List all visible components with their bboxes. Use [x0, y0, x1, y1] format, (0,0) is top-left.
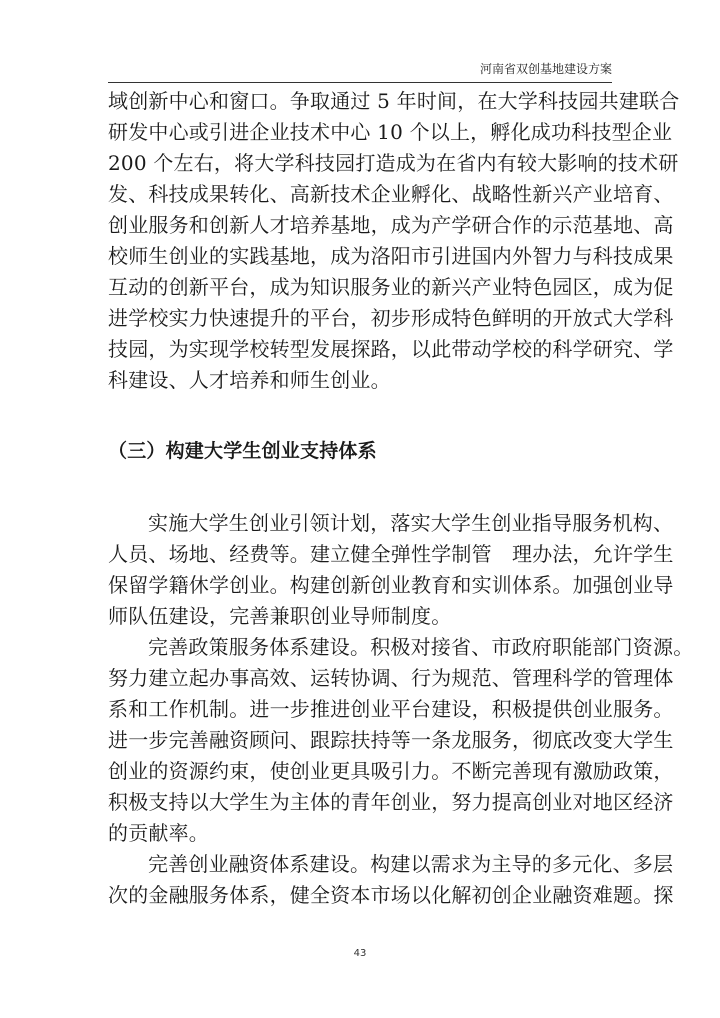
text-line: 系和工作机制。进一步推进创业平台建设，积极提供创业服务。	[108, 697, 674, 721]
text-line: 校师生创业的实践基地，成为洛阳市引进国内外智力与科技成果	[108, 244, 674, 268]
text-line: 创业服务和创新人才培养基地，成为产学研合作的示范基地、高	[108, 213, 674, 237]
text-line: 积极支持以大学生为主体的青年创业，努力提高创业对地区经济	[108, 790, 674, 814]
text-line: 师队伍建设，完善兼职创业导师制度。	[108, 604, 452, 628]
text-line: 的贡献率。	[108, 821, 209, 845]
text-line: 互动的创新平台，成为知识服务业的新兴产业特色园区，成为促	[108, 275, 674, 299]
text-line: 完善创业融资体系建设。构建以需求为主导的多元化、多层	[148, 852, 674, 876]
text-line: 人员、场地、经费等。建立健全弹性学制管 理办法，允许学生	[108, 542, 674, 566]
header-title: 河南省双创基地建设方案	[479, 62, 612, 76]
text-line: 保留学籍休学创业。构建创新创业教育和实训体系。加强创业导	[108, 573, 674, 597]
section-heading: （三）构建大学生创业支持体系	[108, 440, 377, 462]
text-line: 完善政策服务体系建设。积极对接省、市政府职能部门资源。	[148, 635, 694, 659]
text-line: 努力建立起办事高效、运转协调、行为规范、管理科学的管理体	[108, 666, 674, 690]
text-line: 实施大学生创业引领计划，落实大学生创业指导服务机构、	[148, 511, 674, 535]
text-line: 次的金融服务体系，健全资本市场以化解初创企业融资难题。探	[108, 883, 674, 907]
text-line: 200 个左右，将大学科技园打造成为在省内有较大影响的技术研	[108, 151, 679, 175]
page-number: 43	[353, 948, 367, 959]
text-line: 发、科技成果转化、高新技术企业孵化、战略性新兴产业培育、	[108, 182, 674, 206]
text-line: 创业的资源约束，使创业更具吸引力。不断完善现有激励政策，	[108, 759, 674, 783]
running-header	[108, 60, 612, 83]
text-line: 科建设、人才培养和师生创业。	[108, 368, 391, 392]
text-line: 域创新中心和窗口。争取通过 5 年时间，在大学科技园共建联合	[108, 89, 680, 113]
text-line: 技园，为实现学校转型发展探路，以此带动学校的科学研究、学	[108, 337, 674, 361]
text-line: 进学校实力快速提升的平台，初步形成特色鲜明的开放式大学科	[108, 306, 674, 330]
text-line: 进一步完善融资顾问、跟踪扶持等一条龙服务，彻底改变大学生	[108, 728, 674, 752]
text-line: 研发中心或引进企业技术中心 10 个以上，孵化成功科技型企业	[108, 120, 673, 144]
